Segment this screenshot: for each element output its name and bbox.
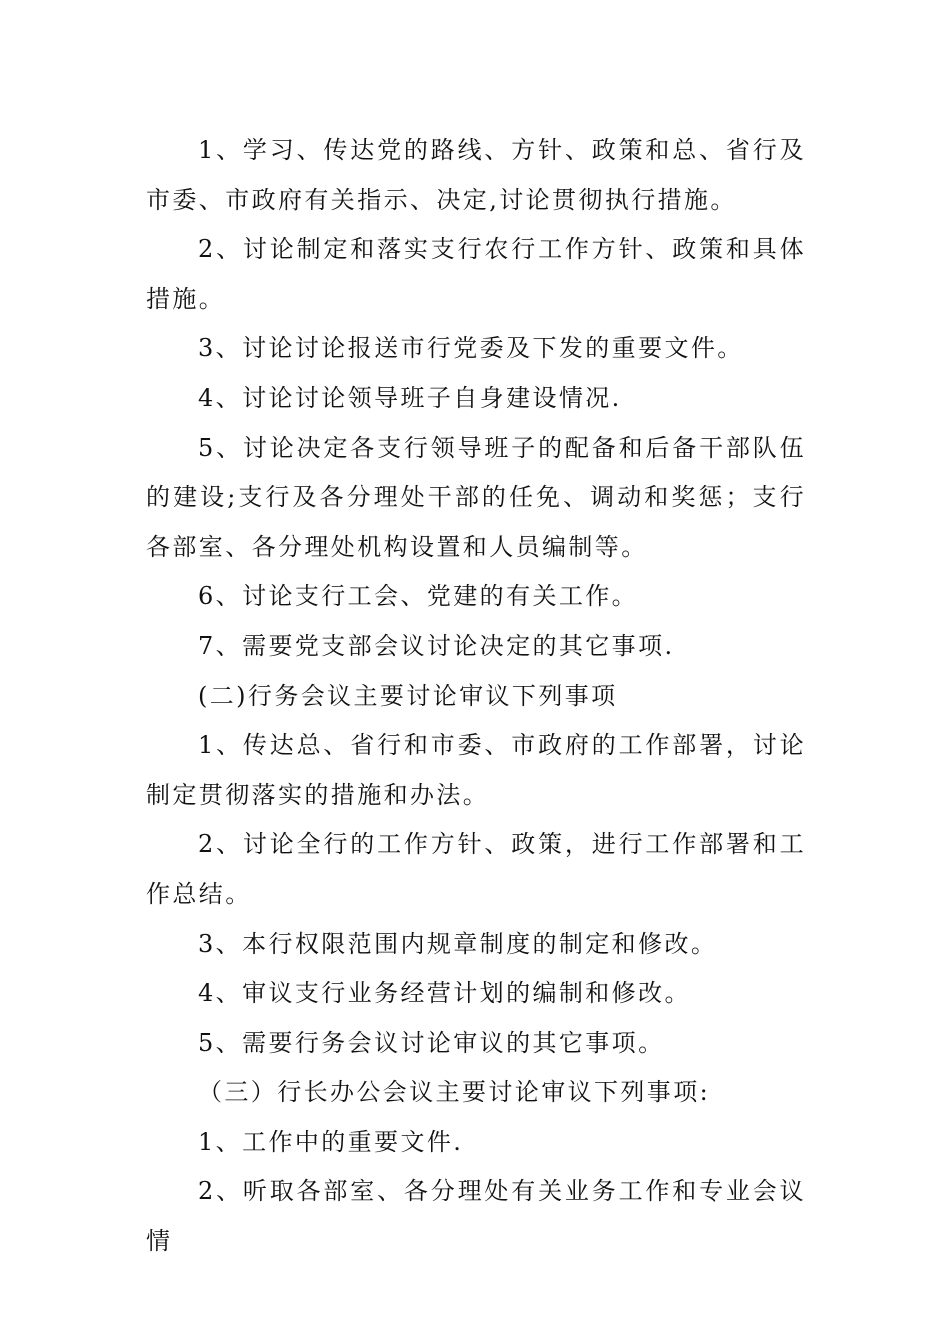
paragraph-party-5: 5、讨论决定各支行领导班子的配备和后备干部队伍的建设;支行及各分理处干部的任免、调动和奖惩；支行各部室、各分理处机构设置和人员编制等。 (146, 433, 806, 561)
paragraph-affairs-3: 3、本行权限范围内规章制度的制定和修改。 (198, 929, 718, 958)
section-heading-3: （三）行长办公会议主要讨论审议下列事项: (198, 1078, 711, 1107)
document-body (146, 126, 806, 1267)
paragraph-party-1: 1、学习、传达党的路线、方针、政策和总、省行及市委、市政府有关指示、决定,讨论贯彻执行措施。 (146, 136, 806, 214)
section-heading-2: (二)行务会议主要讨论审议下列事项 (198, 681, 618, 710)
paragraph-party-3: 3、讨论讨论报送市行党委及下发的重要文件。 (198, 334, 744, 363)
paragraph-party-2: 2、讨论制定和落实支行农行工作方针、政策和具体措施。 (146, 235, 806, 313)
paragraph-office-1: 1、工作中的重要文件. (198, 1127, 464, 1156)
paragraph-affairs-2: 2、讨论全行的工作方针、政策，进行工作部署和工作总结。 (146, 830, 806, 908)
paragraph-party-7: 7、需要党支部会议讨论决定的其它事项. (198, 631, 675, 660)
paragraph-affairs-5: 5、需要行务会议讨论审议的其它事项。 (198, 1028, 665, 1057)
paragraph-office-2: 2、听取各部室、各分理处有关业务工作和专业会议情 (146, 1177, 806, 1256)
paragraph-party-4: 4、讨论讨论领导班子自身建设情况. (198, 383, 622, 412)
paragraph-affairs-1: 1、传达总、省行和市委、市政府的工作部署，讨论制定贯彻落实的措施和办法。 (146, 731, 806, 809)
paragraph-party-6: 6、讨论支行工会、党建的有关工作。 (198, 582, 639, 611)
paragraph-affairs-4: 4、审议支行业务经营计划的编制和修改。 (198, 979, 691, 1008)
